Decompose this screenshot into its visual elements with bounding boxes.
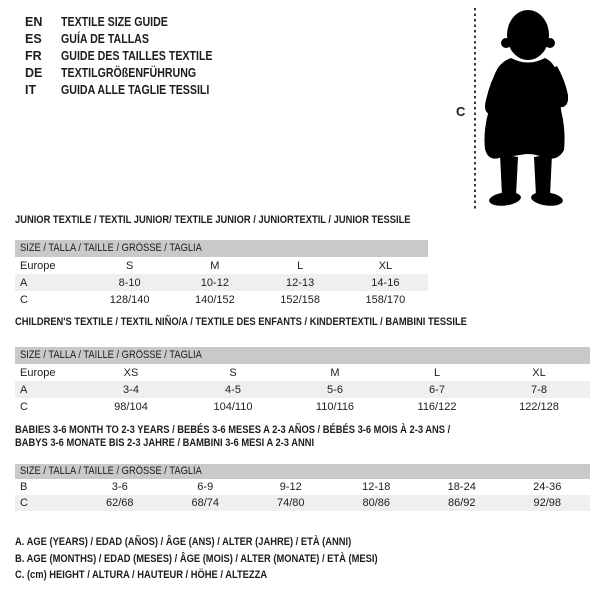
size-value-cell: 24-36 [533,481,562,493]
size-value-cell: 74/80 [276,497,305,509]
legend-line [15,551,442,568]
size-value-cell: 116/122 [417,400,457,413]
language-title: GUIDE DES TAILLES TEXTILE [61,49,213,63]
legend-text: C. (cm) HEIGHT / ALTURA / HAUTEUR / HÖHE / ALTEZZA [15,569,268,581]
size-value-cell: 7-8 [531,383,547,396]
row-label: C [20,400,28,413]
size-value-cell: 3-6 [111,481,128,493]
size-grid [15,257,428,308]
language-row [25,31,239,48]
baby-silhouette-icon [478,8,568,208]
size-value-cell: 98/104 [114,400,148,413]
size-value-cell: 8-10 [118,276,141,289]
size-column-header: L [297,259,304,272]
size-value-cell: 110/116 [315,400,355,413]
legend-text: A. AGE (YEARS) / EDAD (AÑOS) / ÂGE (ANS) / ALTER (JAHRE) / ETÀ (ANNI) [15,536,352,548]
row-label: C [20,293,28,306]
size-table-0 [15,214,428,308]
size-header-text: SIZE / TALLA / TAILLE / GRÖSSE / TAGLIA [20,465,202,477]
row-label: A [20,383,28,396]
row-label: B [20,481,28,493]
size-column-header: L [433,366,441,379]
measurement-legend [15,534,442,584]
size-value-cell: 92/98 [533,497,562,509]
table-row [15,479,590,495]
size-value-cell: 86/92 [447,497,476,509]
size-value-cell: 5-6 [327,383,343,396]
size-value-cell: 18-24 [447,481,476,493]
column-header-row [15,257,428,274]
size-header-bar [15,464,590,479]
language-code: FR [25,49,42,63]
legend-text: B. AGE (MONTHS) / EDAD (MESES) / ÂGE (MOIS) / ALTER (MONATE) / ETÀ (MESI) [15,552,378,565]
size-value-cell: 140/152 [194,293,235,306]
size-value-cell: 12-18 [362,481,391,493]
language-code: EN [25,15,43,29]
language-row [25,82,239,99]
table-title [15,437,590,450]
size-value-cell: 122/128 [519,400,559,413]
table-row [15,398,590,415]
table-row [15,274,428,291]
size-value-cell: 152/158 [280,293,320,306]
size-table-1 [15,316,590,415]
size-header-text: SIZE / TALLA / TAILLE / GRÖSSE / TAGLIA [20,349,202,361]
size-value-cell: 6-9 [197,481,214,493]
row-label: C [20,497,28,509]
table-row [15,291,428,308]
language-row [25,65,239,82]
region-label: Europe [20,366,56,379]
size-value-cell: 80/86 [362,497,391,509]
height-label-c: C [456,104,466,119]
table-row [15,381,590,398]
size-column-header: S [229,366,237,379]
size-column-header: XL [378,259,393,272]
figure-area [450,6,600,214]
size-value-cell: 128/140 [109,293,150,306]
size-grid [15,479,590,511]
size-grid [15,364,590,415]
size-column-header: M [210,259,220,272]
language-title: GUIDA ALLE TAGLIE TESSILI [61,83,210,97]
table-title [15,214,428,227]
size-value-cell: 10-12 [200,276,229,289]
table-title-text: JUNIOR TEXTILE / TEXTIL JUNIOR/ TEXTILE JUNIOR / JUNIORTEXTIL / JUNIOR TESSILE [15,214,411,226]
table-title-text: CHILDREN'S TEXTILE / TEXTIL NIÑO/A / TEXTILE DES ENFANTS / KINDERTEXTIL / BAMBINI TESSILE [15,316,467,328]
language-code: ES [25,32,42,46]
language-code: IT [25,83,37,97]
size-value-cell: 14-16 [371,276,400,289]
size-column-header: S [125,259,134,272]
column-header-row [15,364,590,381]
language-code: DE [25,66,43,80]
size-column-header: XL [532,366,546,379]
row-label: A [20,276,28,289]
table-row [15,495,590,511]
table-title [15,316,590,329]
size-value-cell: 68/74 [191,497,220,509]
size-header-text: SIZE / TALLA / TAILLE / GRÖSSE / TAGLIA [20,242,202,254]
size-value-cell: 3-4 [123,383,139,396]
size-header-bar [15,240,428,257]
table-title-text: BABIES 3-6 MONTH TO 2-3 YEARS / BEBÉS 3-6 MESES A 2-3 AÑOS / BÉBÉS 3-6 MOIS À 2-3 ANS / [15,424,451,436]
language-title: GUÍA DE TALLAS [61,32,149,46]
legend-line [15,534,442,551]
size-header-bar [15,347,590,364]
size-column-header: M [330,366,340,379]
language-title: TEXTILGRÖßENFÜHRUNG [61,66,197,80]
language-row [25,14,239,31]
language-list [25,14,239,99]
height-measure-line [474,8,476,210]
size-value-cell: 12-13 [286,276,315,289]
table-title [15,424,590,437]
size-table-2 [15,424,590,511]
size-value-cell: 104/110 [213,400,253,413]
size-value-cell: 62/68 [105,497,134,509]
table-title-text: BABYS 3-6 MONATE BIS 2-3 JAHRE / BAMBINI 3-6 MESI A 2-3 ANNI [15,437,315,449]
legend-line [15,567,442,584]
size-value-cell: 4-5 [225,383,241,396]
language-row [25,48,239,65]
size-value-cell: 9-12 [279,481,302,493]
region-label: Europe [20,259,56,272]
size-value-cell: 158/170 [365,293,406,306]
size-column-header: XS [123,366,139,379]
size-value-cell: 6-7 [429,383,445,396]
language-title: TEXTILE SIZE GUIDE [61,15,168,29]
